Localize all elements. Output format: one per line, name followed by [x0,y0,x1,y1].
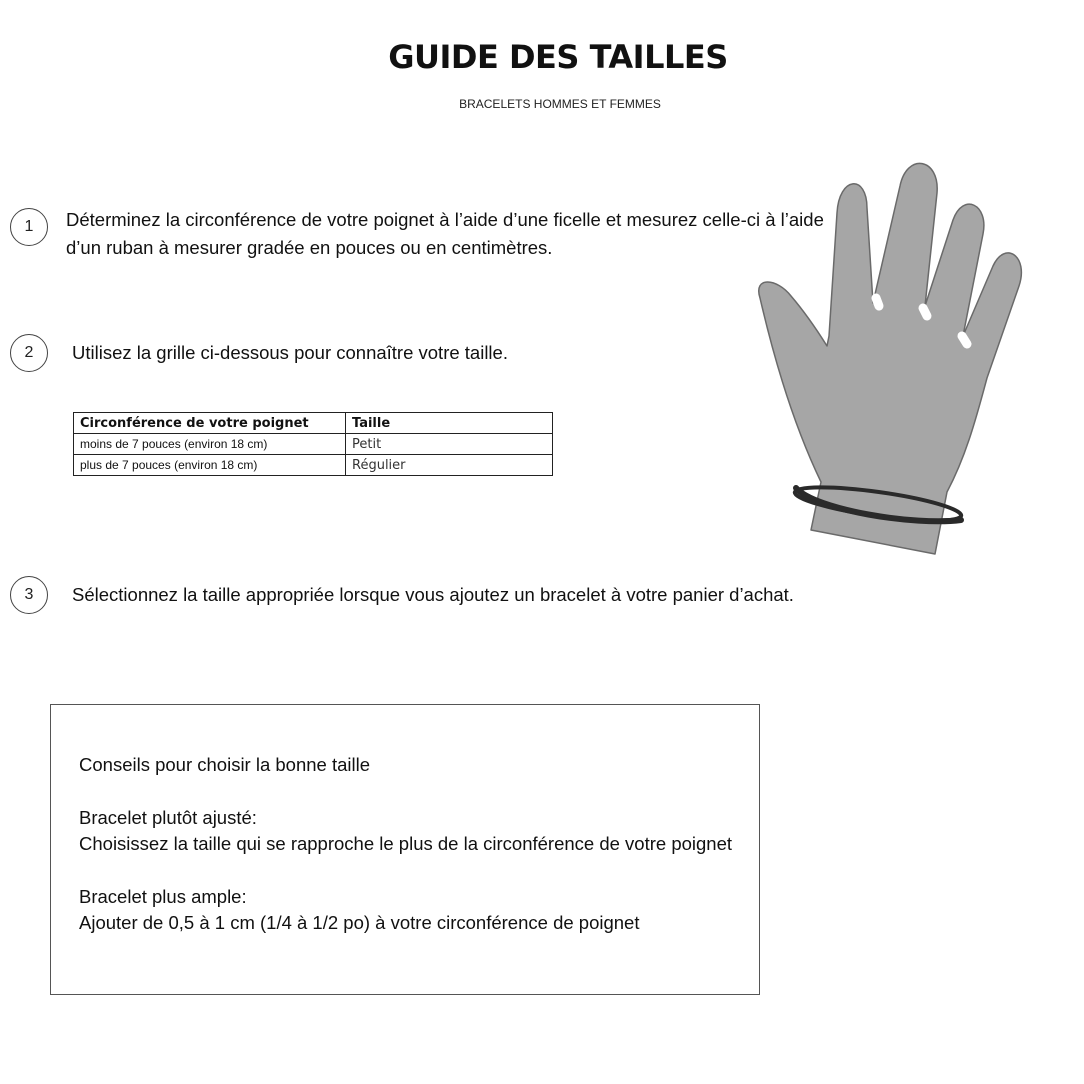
size-table-cell-size: Petit [346,434,553,455]
size-table-header-size: Taille [346,413,553,434]
size-table-cell-circumference: plus de 7 pouces (environ 18 cm) [74,455,346,476]
size-table-header-circumference: Circonférence de votre poignet [74,413,346,434]
step-2-number: 2 [10,334,48,372]
size-table-cell-size: Régulier [346,455,553,476]
table-row [74,434,553,455]
finger-gap-2 [923,308,927,316]
size-table-cell-circumference: moins de 7 pouces (environ 18 cm) [74,434,346,455]
page-subtitle: BRACELETS HOMMES ET FEMMES [459,97,661,111]
step-2-text: Utilisez la grille ci-dessous pour connaître votre taille. [72,342,508,363]
step-1-text-line-1: Déterminez la circonférence de votre poignet à l’aide d’une ficelle et mesurez celle-ci à l’aide [66,209,824,230]
tips-loose-title: Bracelet plus ample: [79,886,247,907]
finger-gap-3 [962,336,967,344]
size-table [73,412,553,476]
finger-gap-1 [876,298,879,306]
hand-with-bracelet-icon [755,158,1025,558]
step-1-text-line-2: d’un ruban à mesurer gradée en pouces ou en centimètres. [66,237,553,258]
page-title: GUIDE DES TAILLES [388,38,728,76]
table-row [74,455,553,476]
step-1-number: 1 [10,208,48,246]
step-3-text: Sélectionnez la taille appropriée lorsque vous ajoutez un bracelet à votre panier d’achat. [72,584,794,605]
tips-heading: Conseils pour choisir la bonne taille [79,754,371,775]
tips-box [50,704,760,995]
tips-fitted-text: Choisissez la taille qui se rapproche le plus de la circonférence de votre poignet [79,833,733,854]
step-3-number: 3 [10,576,48,614]
size-table-header-row [74,413,553,434]
tips-loose-text: Ajouter de 0,5 à 1 cm (1/4 à 1/2 po) à votre circonférence de poignet [79,912,640,933]
tips-fitted-title: Bracelet plutôt ajusté: [79,807,257,828]
